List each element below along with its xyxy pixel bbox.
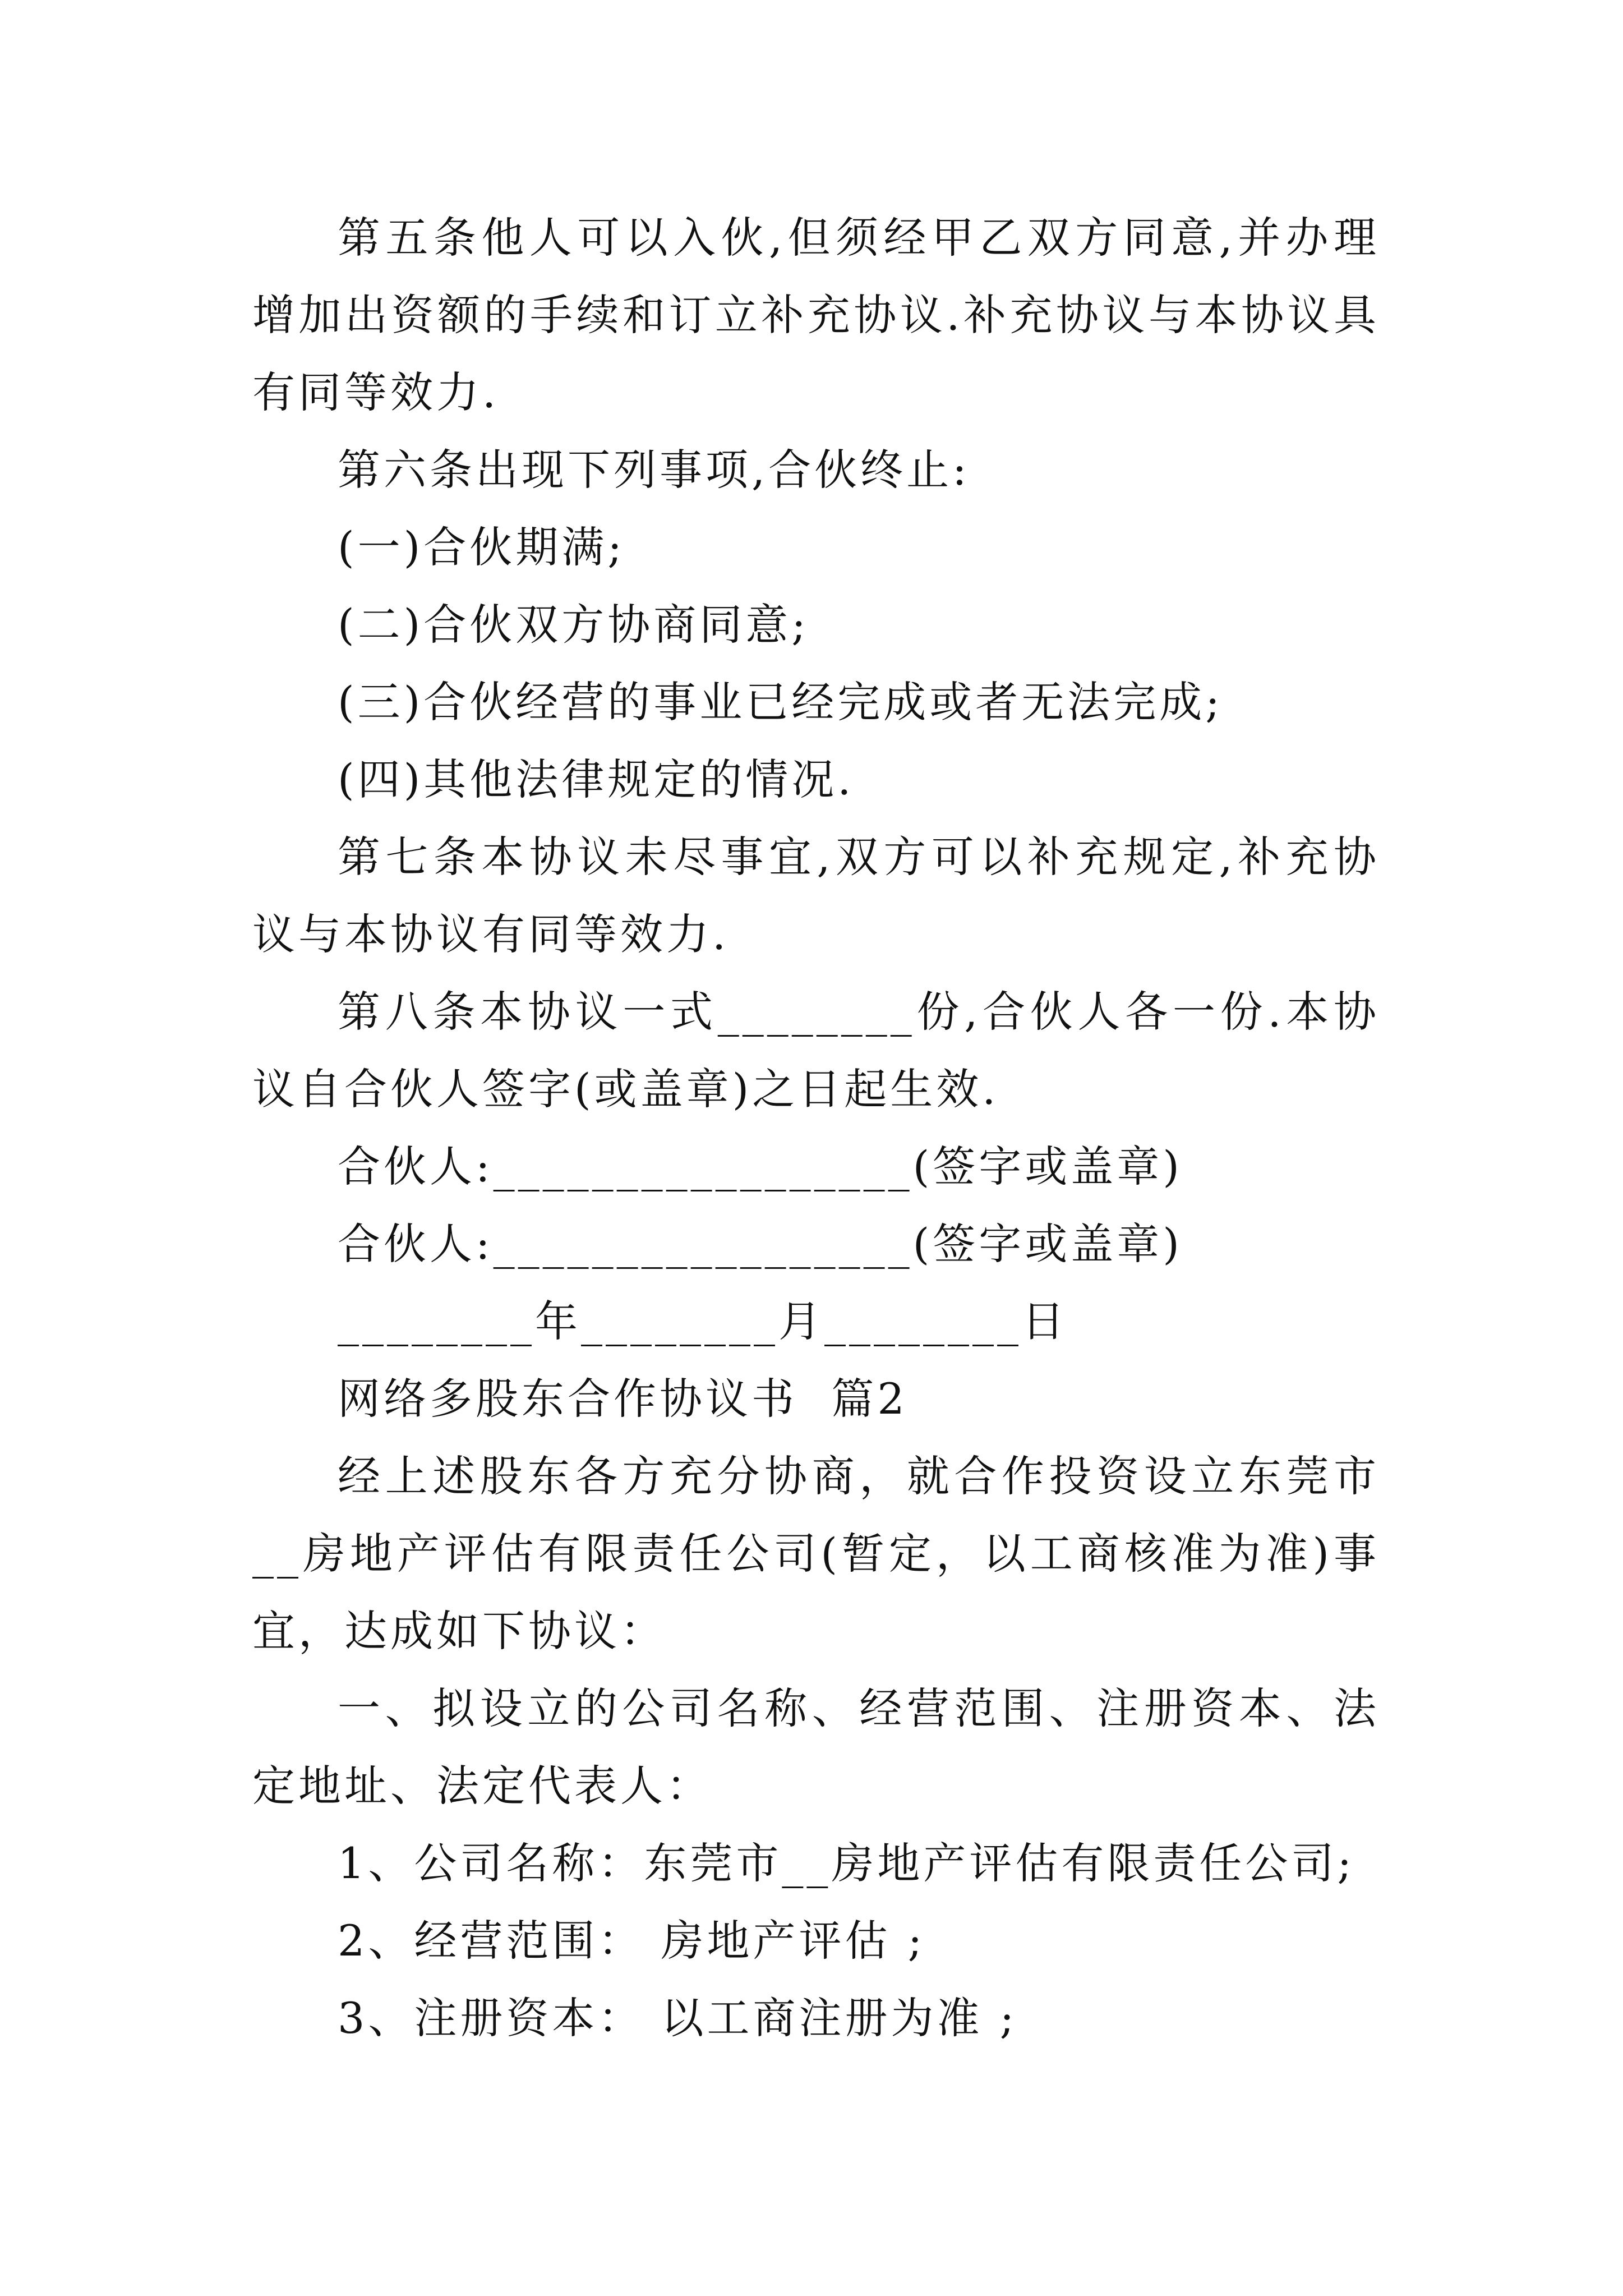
partner-signature-line-1: 合伙人:_________________(签字或盖章)	[338, 1142, 1183, 1191]
article-6-item-4: (四)其他法律规定的情况.	[338, 754, 855, 804]
article-6-item-2: (二)合伙双方协商同意;	[338, 600, 809, 650]
section-1-heading: 一、拟设立的公司名称、经营范围、注册资本、法定地址、法定代表人：	[252, 1683, 1380, 1811]
company-name-item: 1、公司名称：东莞市__房地产评估有限责任公司;	[338, 1838, 1355, 1888]
business-scope-item: 2、经营范围： 房地产评估 ;	[338, 1916, 926, 1966]
article-7: 第七条本协议未尽事宜,双方可以补充规定,补充协议与本协议有同等效力.	[252, 832, 1380, 959]
article-5: 第五条他人可以入伙,但须经甲乙双方同意,并办理增加出资额的手续和订立补充协议.补充协议与本协议具有同等效力.	[252, 213, 1380, 417]
article-6-item-1: (一)合伙期满;	[338, 522, 625, 572]
article-6-item-3: (三)合伙经营的事业已经完成或者无法完成;	[338, 677, 1223, 727]
document-body	[252, 199, 1380, 2057]
intro-paragraph: 经上述股东各方充分协商，就合作投资设立东莞市__房地产评估有限责任公司(暂定，以工商核准为准)事宜，达成如下协议：	[252, 1451, 1380, 1656]
partner-signature-line-2: 合伙人:_________________(签字或盖章)	[338, 1219, 1183, 1269]
registered-capital-item: 3、注册资本： 以工商注册为准 ;	[338, 1993, 1018, 2043]
section-title-part-2: 网络多股东合作协议书 篇2	[338, 1374, 908, 1424]
article-6: 第六条出现下列事项,合伙终止:	[338, 445, 970, 495]
article-8: 第八条本协议一式________份,合伙人各一份.本协议自合伙人签字(或盖章)之日起生效.	[252, 987, 1380, 1114]
date-line: ________年________月________日	[338, 1296, 1068, 1346]
